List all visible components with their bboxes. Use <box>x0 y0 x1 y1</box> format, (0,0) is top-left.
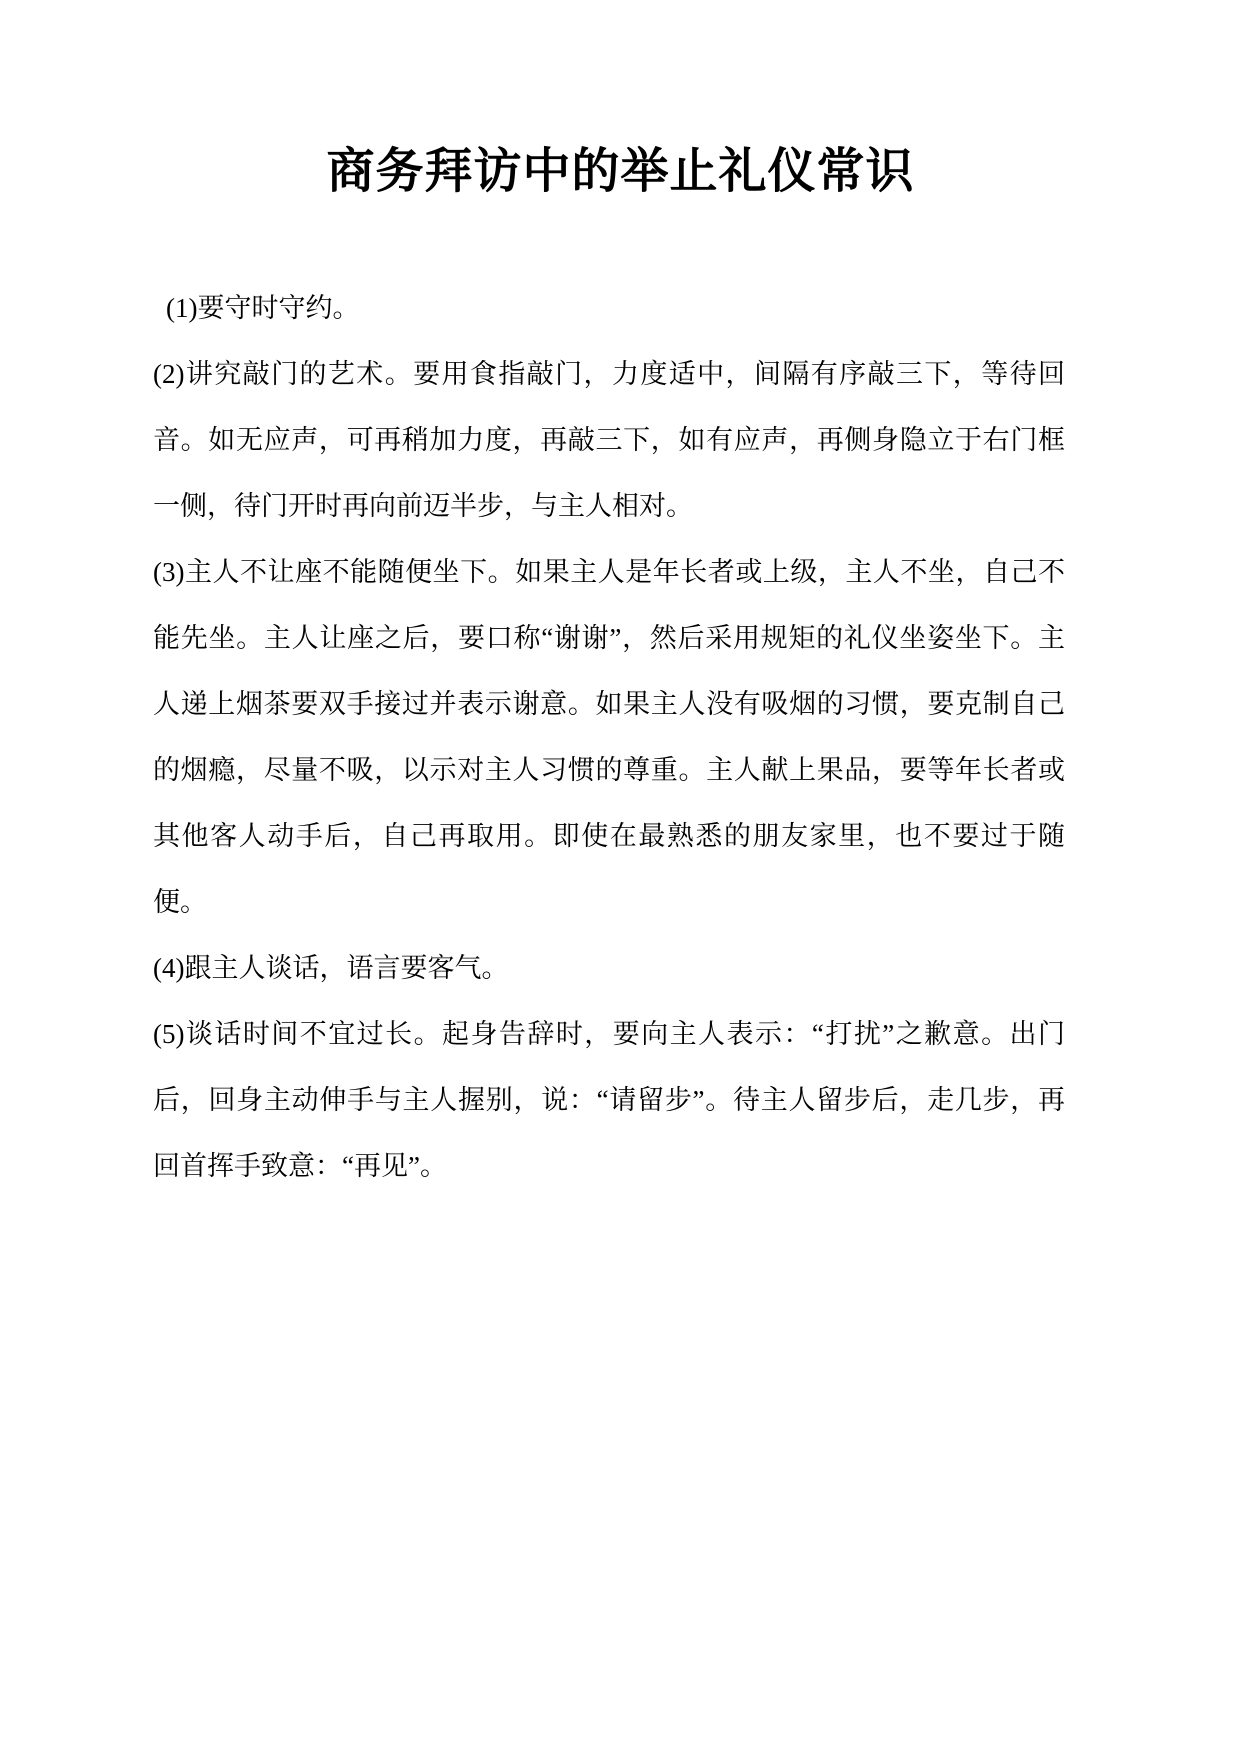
document-title: 商务拜访中的举止礼仪常识 <box>326 145 915 198</box>
paragraph-1: (1)要守时守约。 <box>166 293 360 323</box>
paragraph-5: (5)谈话时间不宜过长。起身告辞时，要向主人表示：“打扰”之歉意。出门后，回身主动伸手与主人握别，说：“请留步”。待主人留步后，走几步，再回首挥手致意：“再见”。 <box>153 1019 1065 1181</box>
paragraph-4: (4)跟主人谈话，语言要客气。 <box>153 953 509 983</box>
document-body <box>153 275 1065 1199</box>
paragraph-3: (3)主人不让座不能随便坐下。如果主人是年长者或上级，主人不坐，自己不能先坐。主人让座之后，要口称“谢谢”，然后采用规矩的礼仪坐姿坐下。主人递上烟茶要双手接过并表示谢意。如果主人没有吸烟的习惯，要克制自己的烟瘾，尽量不吸，以示对主人习惯的尊重。主人献上果品，要等年长者或其他客人动手后，自己再取用。即使在最熟悉的朋友家里，也不要过于随便。 <box>153 557 1065 917</box>
paragraph-2: (2)讲究敲门的艺术。要用食指敲门，力度适中，间隔有序敲三下，等待回音。如无应声，可再稍加力度，再敲三下，如有应声，再侧身隐立于右门框一侧，待门开时再向前迈半步，与主人相对。 <box>153 359 1065 521</box>
